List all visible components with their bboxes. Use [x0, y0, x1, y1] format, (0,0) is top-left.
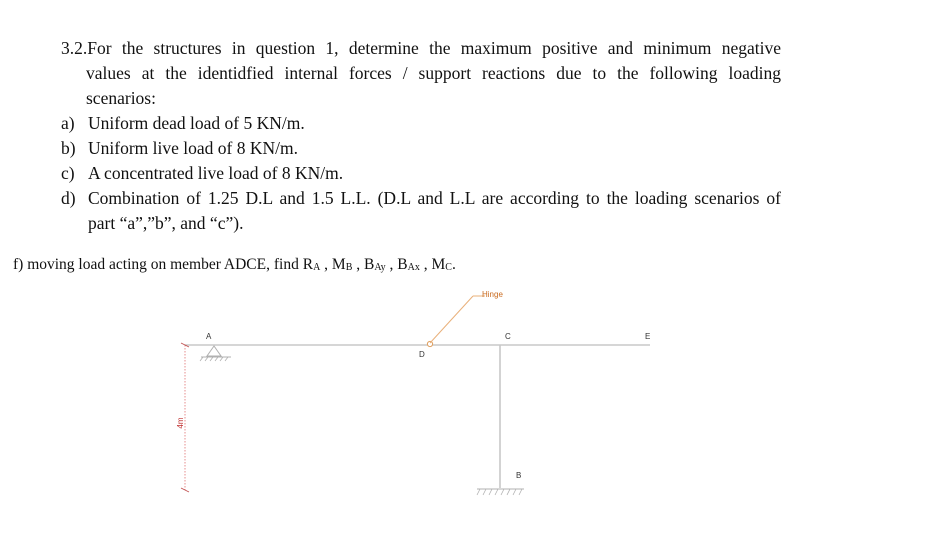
hinge-d-marker — [427, 341, 432, 346]
label-c: C — [505, 332, 511, 341]
scenario-a-text: Uniform dead load of 5 KN/m. — [88, 113, 305, 133]
bax-subscript: Ax — [407, 262, 420, 273]
scenario-a-label: a) — [61, 113, 75, 133]
hinge-label: Hinge — [482, 290, 503, 299]
part-f-prefix: f) moving load acting on member ADCE, find R — [13, 256, 314, 273]
scenario-d-text-line-1: Combination of 1.25 D.L and 1.5 L.L. (D.L and L.L are according to the loading scenarios of — [88, 188, 781, 208]
label-d: D — [419, 350, 425, 359]
dimension-label: 4m — [176, 417, 185, 429]
bay-subscript: Ay — [374, 262, 386, 273]
label-a: A — [206, 332, 212, 341]
scenario-d-text-line-2: part “a”,”b”, and “c”). — [88, 213, 244, 233]
part-f-end: . — [451, 256, 456, 273]
question-heading-line-1: 3.2.For the structures in question 1, determine the maximum positive and minimum negative — [61, 38, 781, 58]
label-b: B — [516, 471, 522, 480]
mc-subscript: C — [445, 262, 452, 273]
scenario-b-text: Uniform live load of 8 KN/m. — [88, 138, 298, 158]
scenario-d-label: d) — [61, 188, 76, 208]
mb-subscript: B — [345, 262, 353, 273]
scenario-b-label: b) — [61, 138, 76, 158]
bay-symbol: , B — [352, 256, 375, 273]
pin-support-a — [200, 346, 231, 361]
ra-subscript: A — [313, 262, 321, 273]
mc-symbol: , M — [419, 256, 446, 273]
hinge-leader-line — [430, 296, 473, 343]
label-e: E — [645, 332, 651, 341]
mb-symbol: , M — [320, 256, 346, 273]
question-heading-line-2: values at the identidfied internal forces / support reactions due to the following loading — [86, 63, 781, 83]
scenario-c-label: c) — [61, 163, 75, 183]
fixed-support-b — [477, 489, 524, 495]
question-heading-line-3: scenarios: — [86, 88, 156, 108]
scenario-c-text: A concentrated live load of 8 KN/m. — [88, 163, 344, 183]
bax-symbol: , B — [385, 256, 408, 273]
